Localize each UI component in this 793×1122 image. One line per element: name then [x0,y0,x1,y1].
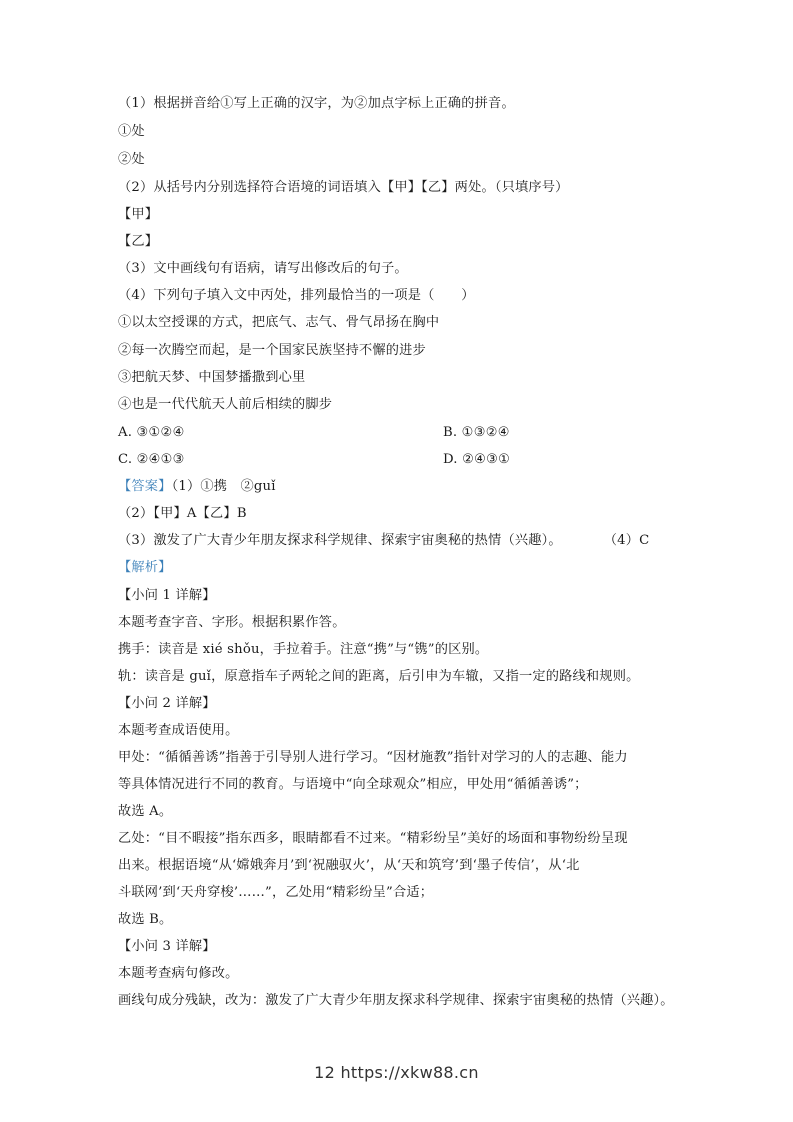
option-b: B. ①③②④ [443,425,510,440]
sub-question-2-para-1: 本题考查成语使用。 [118,723,239,738]
sentence-3: ③把航天梦、中国梦播撒到心里 [118,370,306,385]
answer-2: （2）【甲】A【乙】B [118,506,247,521]
answer-1: （1）①携 ②guǐ [171,479,276,494]
page-footer: 12 https://xkw88.cn [314,1063,479,1082]
answer-4: （4）C [603,533,650,548]
sentence-2: ②每一次腾空而起，是一个国家民族坚持不懈的进步 [118,343,426,358]
sub-question-3-title: 【小问 3 详解】 [118,939,216,954]
sub-question-1-para-2: 携手：读音是 xié shǒu，手拉着手。注意“携”与“镌”的区别。 [118,642,489,657]
answer-row-3 [118,532,649,550]
question-2: （2）从括号内分别选择符合语境的词语填入【甲】【乙】两处。（只填序号） [118,180,569,195]
analysis-label: 【解析】 [118,560,172,575]
question-2-blank-yi: 【乙】 [118,234,159,249]
answer-3: （3）激发了广大青少年朋友探求科学规律、探索宇宙奥秘的热情（兴趣）。 [118,533,562,548]
question-2-blank-jia: 【甲】 [118,207,159,222]
question-1-blank-a: ①处 [118,124,145,139]
question-1: （1）根据拼音给①写上正确的汉字，为②加点字标上正确的拼音。 [118,96,515,111]
sub-question-2-para-7: 斗联网’到‘天舟穿梭’……”，乙处用“精彩纷呈”合适； [118,885,434,900]
sub-question-2-para-6: 出来。根据语境“从‘嫦娥奔月’到‘祝融驭火’，从‘天和筑穹’到‘墨子传信’，从‘北 [118,858,580,873]
question-3: （3）文中画线句有语病，请写出修改后的句子。 [118,261,408,276]
option-d: D. ②④③① [443,452,511,467]
sub-question-2-para-2: 甲处：“循循善诱”指善于引导别人进行学习。“因材施教”指针对学习的人的志趣、能力 [118,750,628,765]
sub-question-2-title: 【小问 2 详解】 [118,696,216,711]
option-c: C. ②④①③ [118,452,185,467]
sub-question-2-para-4: 故选 A。 [118,804,173,819]
sub-question-2-para-5: 乙处：“目不暇接”指东西多，眼睛都看不过来。“精彩纷呈”美好的场面和事物纷纷呈现 [118,831,628,846]
sentence-4: ④也是一代代航天人前后相续的脚步 [118,397,333,412]
sub-question-1-title: 【小问 1 详解】 [118,588,216,603]
question-4: （4）下列句子填入文中丙处，排列最恰当的一项是（ ） [118,288,475,303]
answer-label: 【答案】 [118,479,172,494]
sub-question-2-para-8: 故选 B。 [118,912,173,927]
question-1-blank-b: ②处 [118,152,145,167]
sub-question-3-para-1: 本题考查病句修改。 [118,966,239,981]
sub-question-1-para-1: 本题考查字音、字形。根据积累作答。 [118,615,346,630]
sub-question-1-para-3: 轨：读音是 guǐ，原意指车子两轮之间的距离，后引申为车辙，又指一定的路线和规则。 [118,669,640,684]
sub-question-2-para-3: 等具体情况进行不同的教育。与语境中“向全球观众”相应，甲处用“循循善诱”； [118,777,588,792]
sentence-1: ①以太空授课的方式，把底气、志气、骨气昂扬在胸中 [118,315,440,330]
answer-row-1 [118,478,276,496]
option-a: A. ③①②④ [118,425,185,440]
sub-question-3-para-2: 画线句成分残缺，改为：激发了广大青少年朋友探求科学规律、探索宇宙奥秘的热情（兴趣）。 [118,993,674,1008]
